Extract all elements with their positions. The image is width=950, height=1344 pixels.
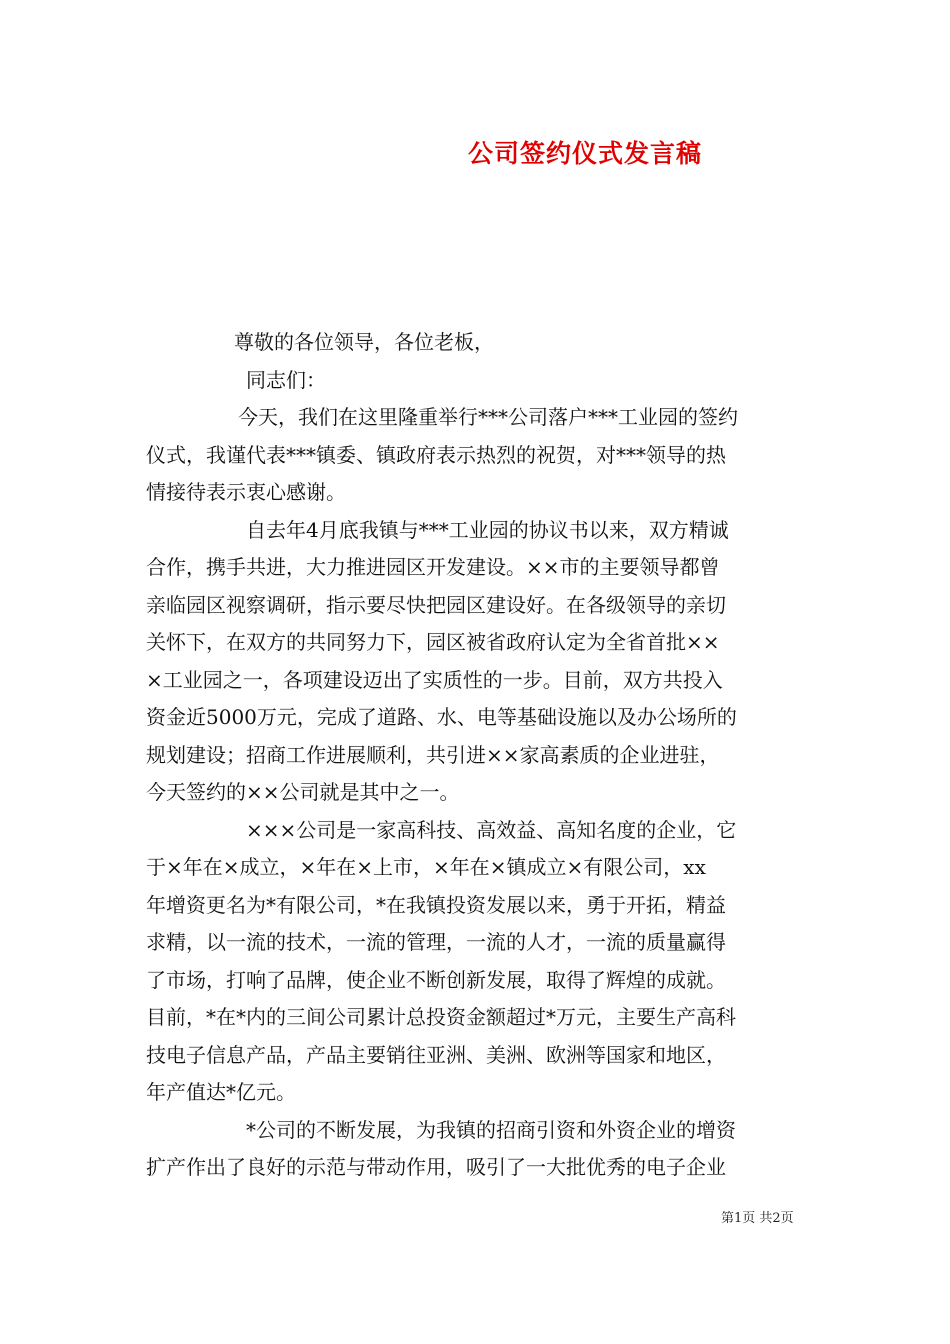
paragraph	[146, 1112, 808, 1187]
paragraph-line: 情接待表示衷心感谢。	[146, 480, 346, 504]
paragraph-line: 合作，携手共进，大力推进园区开发建设。××市的主要领导都曾	[146, 555, 720, 579]
document-title: 公司签约仪式发言稿	[468, 139, 703, 168]
paragraph-line: 今天，我们在这里隆重举行***公司落户***工业园的签约	[238, 405, 738, 429]
paragraph-line: 规划建设；招商工作进展顺利，共引进××家高素质的企业进驻，	[146, 742, 720, 767]
paragraph-line: 今天签约的××公司就是其中之一。	[146, 780, 460, 804]
paragraph-line: 扩产作出了良好的示范与带动作用，吸引了一大批优秀的电子企业	[146, 1155, 726, 1179]
paragraph-line: 资金近5000万元，完成了道路、水、电等基础设施以及办公场所的	[146, 705, 737, 729]
paragraph	[146, 812, 808, 1112]
document-body	[146, 324, 808, 1187]
paragraph-line: 年增资更名为*有限公司，*在我镇投资发展以来，勇于开拓，精益	[146, 892, 726, 917]
paragraph-line: 于×年在×成立，×年在×上市，×年在×镇成立×有限公司，xx	[146, 855, 706, 879]
paragraph-line: 求精，以一流的技术，一流的管理，一流的人才，一流的质量赢得	[146, 930, 726, 954]
page-number-footer: 第1页 共2页	[721, 1211, 794, 1226]
paragraph-line: 关怀下，在双方的共同努力下，园区被省政府认定为全省首批××	[146, 630, 720, 654]
paragraph-line: 了市场，打响了品牌，使企业不断创新发展，取得了辉煌的成就。	[146, 967, 726, 992]
paragraph-line: *公司的不断发展，为我镇的招商引资和外资企业的增资	[246, 1117, 736, 1142]
paragraph-line: 目前，*在*内的三间公司累计总投资金额超过*万元，主要生产高科	[146, 1005, 736, 1029]
paragraph	[146, 399, 808, 512]
paragraph-line: 技电子信息产品，产品主要销往亚洲、美洲、欧洲等国家和地区，	[146, 1042, 726, 1067]
salutation-line: 同志们：	[246, 367, 326, 392]
paragraph-line: 亲临园区视察调研，指示要尽快把园区建设好。在各级领导的亲切	[146, 592, 726, 617]
paragraph-line: 年产值达*亿元。	[146, 1080, 296, 1104]
paragraph-line: ×××公司是一家高科技、高效益、高知名度的企业，它	[246, 817, 737, 842]
paragraph-line: 仪式，我谨代表***镇委、镇政府表示热烈的祝贺，对***领导的热	[146, 442, 726, 467]
greeting-line: 尊敬的各位领导，各位老板，	[234, 330, 494, 354]
paragraph	[146, 512, 808, 812]
paragraph-line: 自去年4月底我镇与***工业园的协议书以来，双方精诚	[246, 517, 729, 542]
paragraph-line: ×工业园之一，各项建设迈出了实质性的一步。目前，双方共投入	[146, 667, 723, 692]
